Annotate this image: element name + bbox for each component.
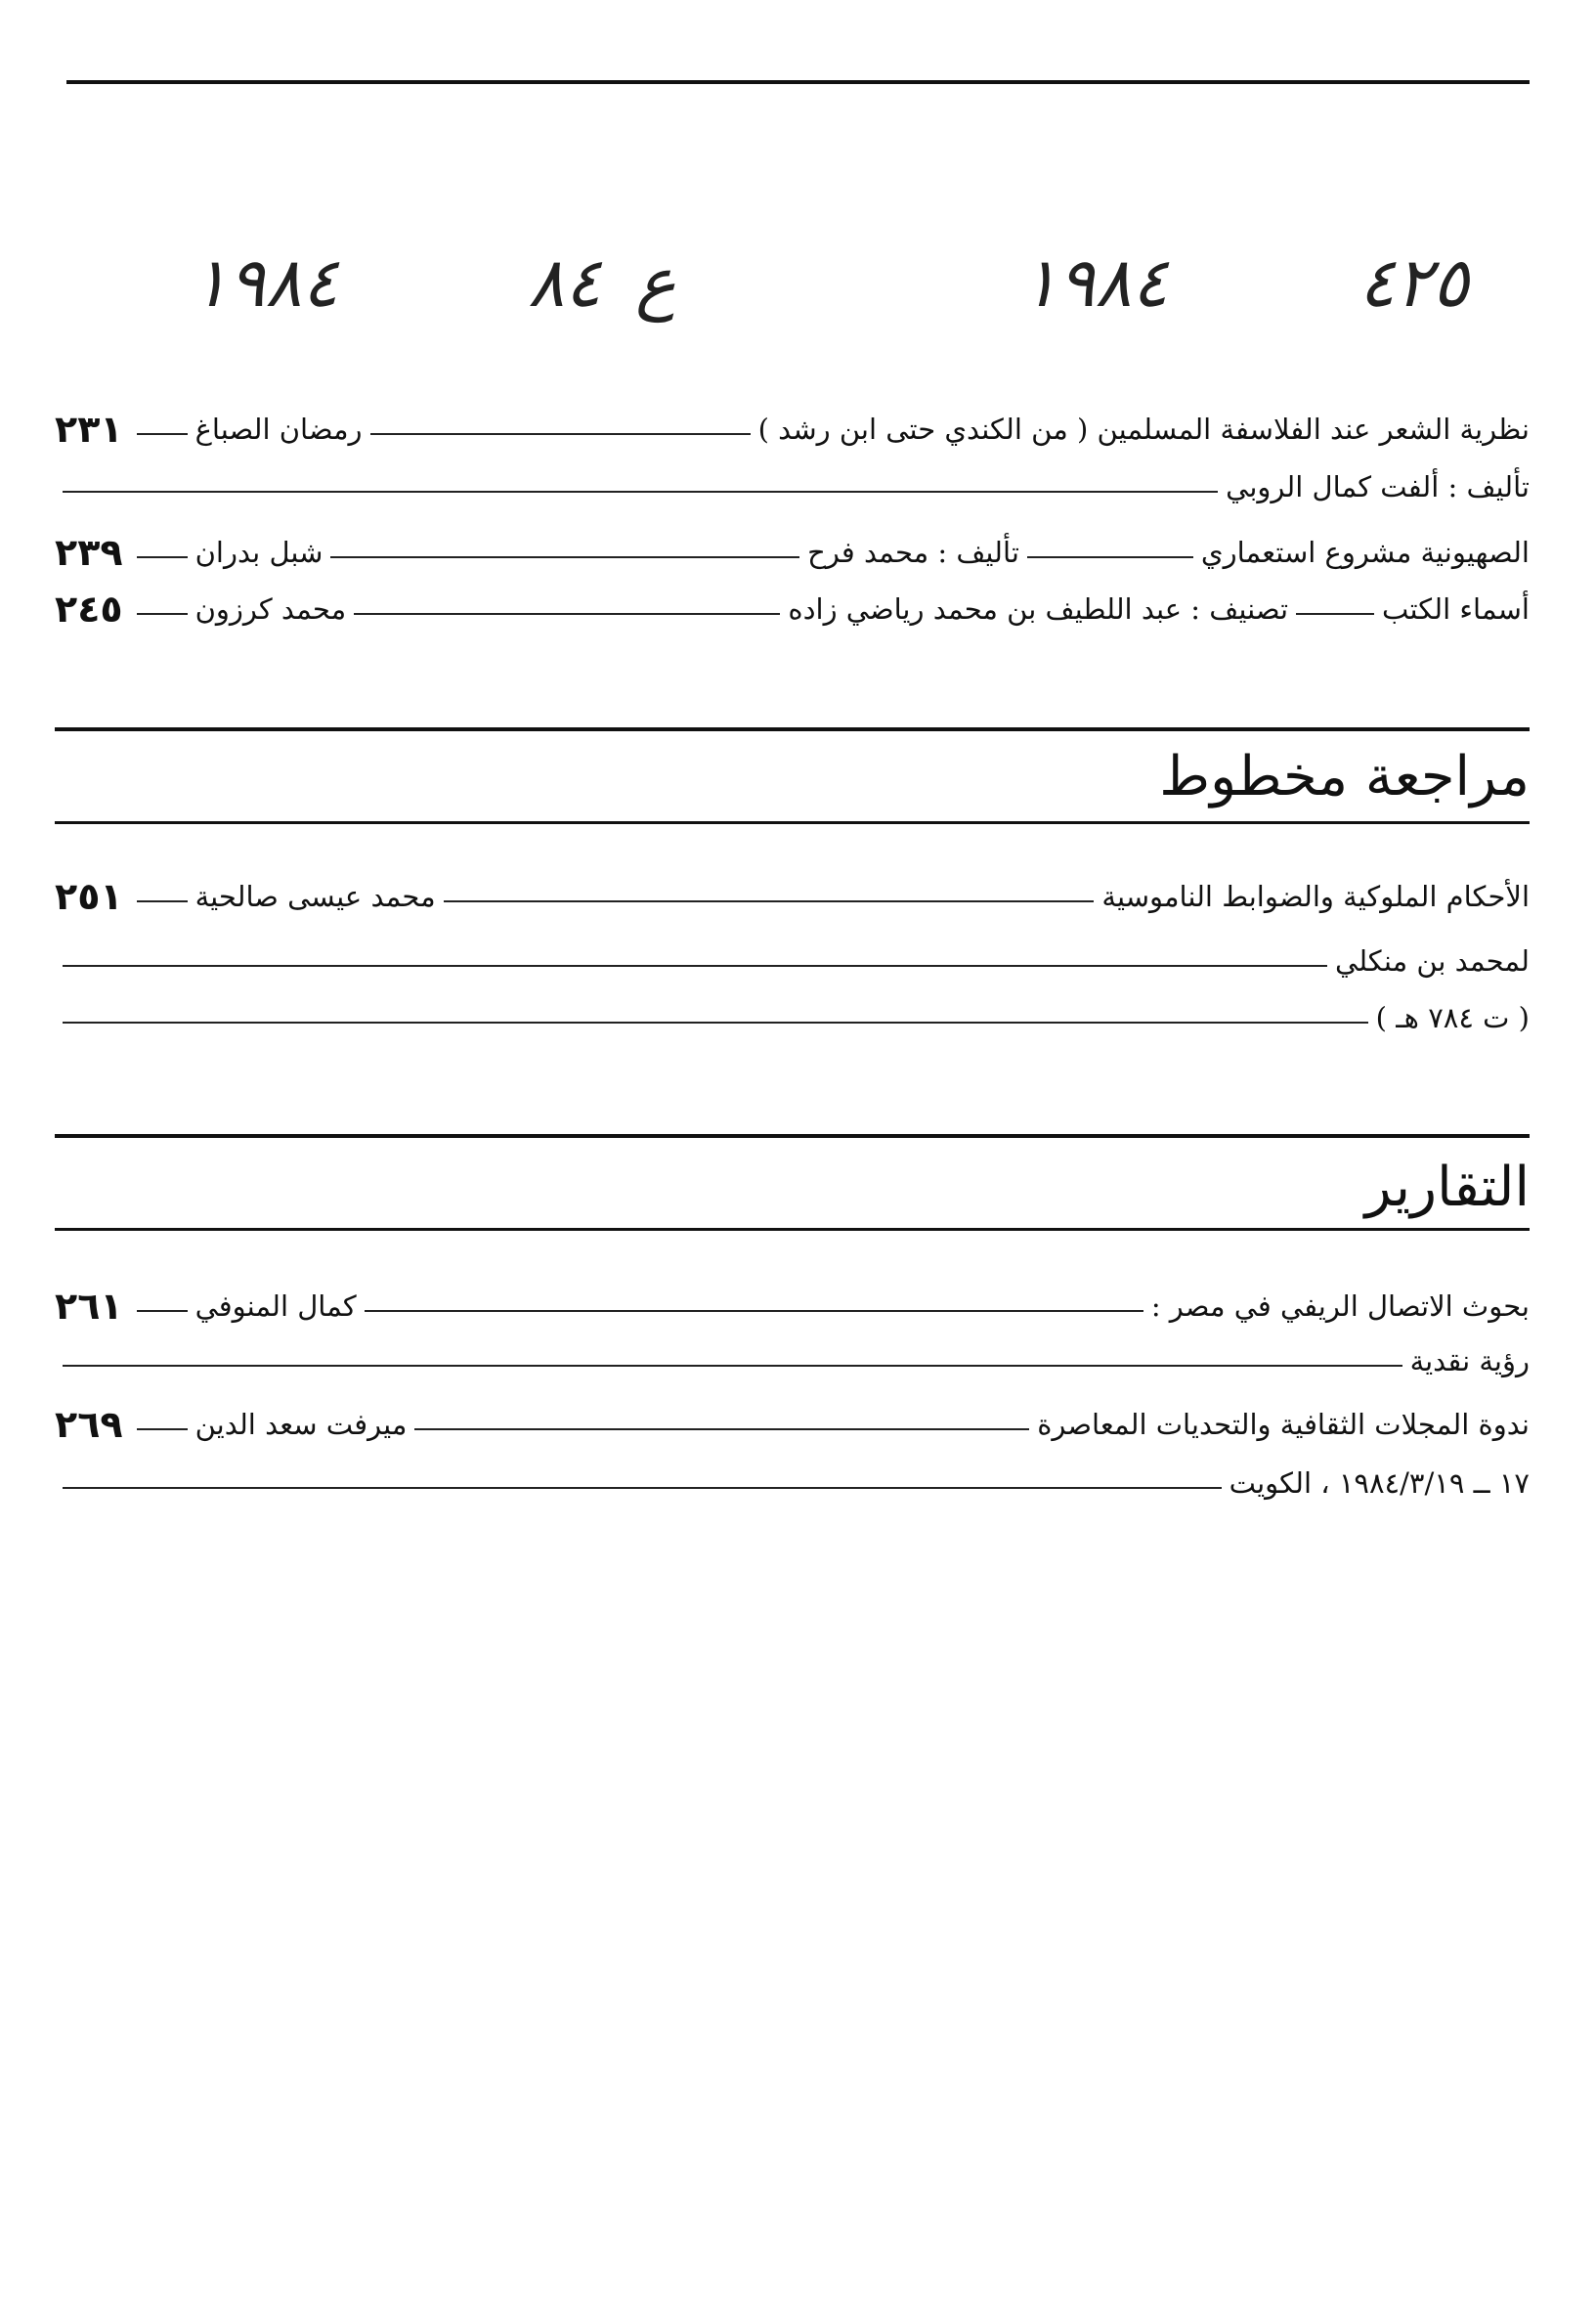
handwritten-note-d: ١٩٨٤	[1021, 242, 1169, 323]
leader-line	[137, 556, 188, 558]
leader-line	[354, 613, 780, 615]
entry-author: محمد كرزون	[194, 592, 347, 626]
entry-title: ندوة المجلات الثقافية والتحديات المعاصرة	[1037, 1408, 1530, 1441]
page-number: ٢٤٥	[55, 588, 123, 631]
toc-entry	[55, 528, 1530, 577]
leader-line	[1296, 613, 1374, 615]
top-rule	[66, 80, 1530, 84]
page-number: ٢٣٩	[55, 531, 123, 574]
toc-entry	[55, 585, 1530, 633]
leader-line	[1027, 556, 1193, 558]
leader-line	[63, 1022, 1368, 1024]
entry-author: رمضان الصباغ	[194, 413, 363, 446]
entry-subtitle: تأليف : محمد فرح	[807, 536, 1019, 569]
section-rule	[55, 727, 1530, 731]
leader-line	[414, 1428, 1029, 1430]
entry-author: شبل بدران	[194, 536, 324, 569]
handwritten-note-b: ٨٤	[528, 242, 602, 323]
leader-line	[137, 1310, 188, 1312]
section-rule	[55, 1134, 1530, 1138]
entry-title: ١٧ ــ ١٩٨٤/٣/١٩ ، الكويت	[1229, 1466, 1530, 1500]
leader-line	[63, 491, 1218, 493]
leader-line	[370, 433, 751, 435]
leader-line	[63, 1487, 1222, 1489]
page-number: ٢٣١	[55, 408, 123, 451]
entry-title: الأحكام الملوكية والضوابط الناموسية	[1101, 880, 1530, 913]
entry-author: كمال المنوفي	[194, 1289, 357, 1323]
toc-entry	[55, 937, 1530, 985]
page-number: ٢٦١	[55, 1285, 123, 1328]
leader-line	[137, 433, 188, 435]
handwritten-note-c: ع	[635, 242, 676, 323]
toc-entry	[55, 1282, 1530, 1331]
entry-title: ( ت ٧٨٤ هـ )	[1375, 1001, 1530, 1034]
page-number: ٢٥١	[55, 875, 123, 918]
handwritten-note-e: ٤٢٥	[1359, 242, 1469, 323]
leader-line	[365, 1310, 1143, 1312]
entry-title: الصهيونية مشروع استعماري	[1200, 536, 1530, 569]
entry-title: أسماء الكتب	[1382, 592, 1530, 626]
toc-entry	[55, 405, 1530, 454]
handwritten-note-a: ١٩٨٤	[192, 242, 339, 323]
toc-entry	[55, 1459, 1530, 1507]
entry-title: بحوث الاتصال الريفي في مصر :	[1150, 1289, 1530, 1323]
entry-author: ميرفت سعد الدين	[194, 1408, 408, 1441]
toc-entry	[55, 1336, 1530, 1385]
toc-entry	[55, 1400, 1530, 1449]
section-header-manuscript	[55, 727, 1530, 825]
section-rule	[55, 821, 1530, 824]
entry-title: رؤية نقدية	[1409, 1344, 1530, 1377]
leader-line	[444, 900, 1095, 902]
leader-line	[63, 1365, 1402, 1367]
entry-subtitle: تصنيف : عبد اللطيف بن محمد رياضي زاده	[788, 592, 1289, 626]
entry-title: تأليف : ألفت كمال الروبي	[1226, 470, 1530, 503]
section-title: التقارير	[1364, 1156, 1530, 1219]
leader-line	[137, 900, 188, 902]
leader-line	[330, 556, 799, 558]
section-rule	[55, 1228, 1530, 1231]
page-number: ٢٦٩	[55, 1403, 123, 1446]
entry-author: محمد عيسى صالحية	[194, 880, 436, 913]
toc-entry	[55, 462, 1530, 511]
section-header-reports	[55, 1134, 1530, 1232]
leader-line	[137, 613, 188, 615]
section-title: مراجعة مخطوط	[1159, 745, 1530, 808]
entry-title: نظرية الشعر عند الفلاسفة المسلمين ( من الكندي حتى ابن رشد )	[757, 413, 1530, 446]
leader-line	[137, 1428, 188, 1430]
toc-entry	[55, 993, 1530, 1042]
toc-entry	[55, 872, 1530, 921]
entry-title: لمحمد بن منكلي	[1335, 944, 1530, 978]
leader-line	[63, 965, 1327, 967]
